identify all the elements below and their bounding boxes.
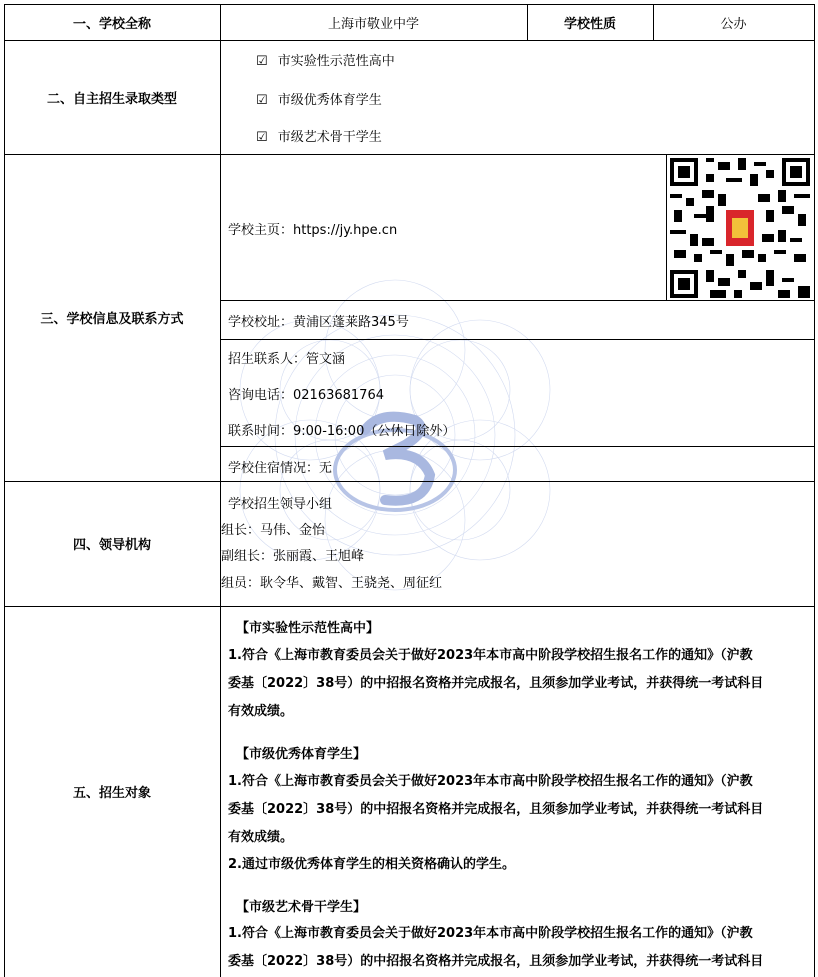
school-name-value: 上海市敬业中学 xyxy=(327,16,419,32)
requirement-line: 委基〔2022〕38号）的中招报名资格并完成报名，且须参加学业考试，并获得统一考试科目 xyxy=(228,802,764,817)
requirement-line: 委基〔2022〕38号）的中招报名资格并完成报名，且须参加学业考试，并获得统一考试科目 xyxy=(228,676,764,691)
school-address: 学校校址：黄浦区蓬莱路345号 xyxy=(228,315,409,330)
row-label-leadership: 四、领导机构 xyxy=(72,538,151,553)
school-type-value: 公办 xyxy=(720,16,747,32)
checkbox-checked-icon: ☑ xyxy=(256,93,268,108)
requirement-line: 有效成绩。 xyxy=(228,704,294,719)
admission-option-label: 市级优秀体育学生 xyxy=(277,93,382,108)
requirement-line: 1.符合《上海市教育委员会关于做好2023年本市高中阶段学校招生报名工作的通知》（沪教 xyxy=(228,648,753,663)
enrollment-contact: 招生联系人：管文涵 xyxy=(228,352,346,367)
leadership-group-title: 学校招生领导小组 xyxy=(228,497,333,512)
checkbox-checked-icon: ☑ xyxy=(256,54,268,69)
requirement-line: 2.通过市级优秀体育学生的相关资格确认的学生。 xyxy=(228,857,515,872)
row-label-school-name: 一、学校全称 xyxy=(72,16,151,32)
requirement-line: 1.符合《上海市教育委员会关于做好2023年本市高中阶段学校招生报名工作的通知》（沪教 xyxy=(228,926,753,941)
leadership-deputy: 副组长：张丽霞、王旭峰 xyxy=(221,549,365,564)
dorm-status: 学校住宿情况：无 xyxy=(228,461,333,476)
section-title-sports: 【市级优秀体育学生】 xyxy=(236,747,367,762)
requirement-line: 有效成绩。 xyxy=(228,830,294,845)
section-title-arts: 【市级艺术骨干学生】 xyxy=(236,900,367,915)
admission-option-label: 市实验性示范性高中 xyxy=(277,54,395,69)
requirement-line: 委基〔2022〕38号）的中招报名资格并完成报名，且须参加学业考试，并获得统一考试科目 xyxy=(228,954,764,969)
checkbox-checked-icon: ☑ xyxy=(256,130,268,145)
row-label-admission-type: 二、自主招生录取类型 xyxy=(46,91,177,107)
admission-option-3 xyxy=(256,126,382,145)
admission-option-2 xyxy=(256,89,382,108)
contact-hours: 联系时间：9:00-16:00（公休日除外） xyxy=(228,424,456,439)
school-type-label: 学校性质 xyxy=(563,16,616,32)
admission-option-label: 市级艺术骨干学生 xyxy=(277,130,382,145)
consult-phone: 咨询电话：02163681764 xyxy=(228,388,384,403)
leadership-leader: 组长：马伟、金怡 xyxy=(221,523,326,538)
qr-code-icon xyxy=(670,158,810,298)
section-title-demo-high-school: 【市实验性示范性高中】 xyxy=(236,621,380,636)
row-label-contact-info: 三、学校信息及联系方式 xyxy=(40,312,184,327)
admission-option-1 xyxy=(256,50,395,69)
school-homepage: 学校主页：https://jy.hpe.cn xyxy=(228,223,398,238)
requirement-line: 1.符合《上海市教育委员会关于做好2023年本市高中阶段学校招生报名工作的通知》（沪教 xyxy=(228,774,753,789)
row-label-enrollment-target: 五、招生对象 xyxy=(72,786,151,801)
leadership-members: 组员：耿令华、戴智、王骁尧、周征红 xyxy=(221,576,443,591)
